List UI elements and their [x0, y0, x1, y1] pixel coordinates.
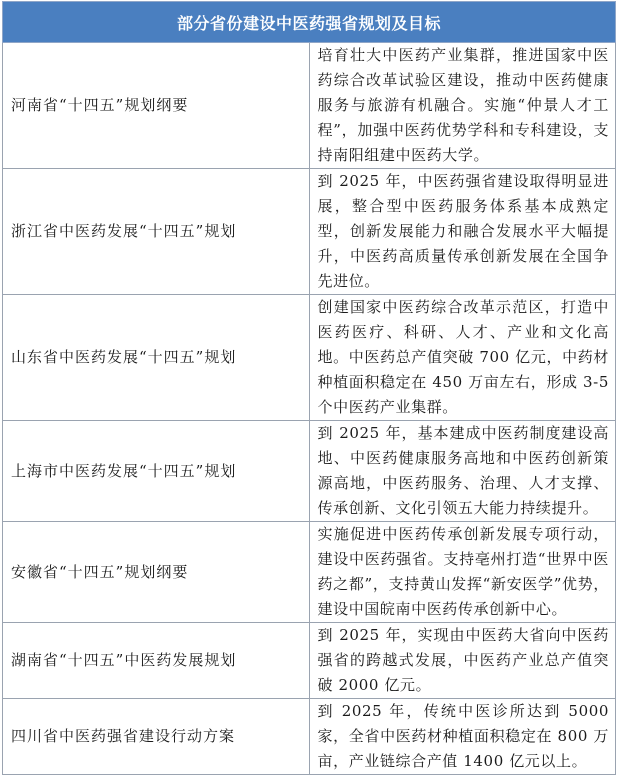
- plan-description-cell: 实施促进中医药传承创新发展专项行动，建设中医药强省。支持亳州打造“世界中医药之都”，支持黄山发挥“新安医学”优势，建设中国皖南中医药传承创新中心。: [309, 522, 616, 623]
- table-row: [3, 522, 616, 623]
- plan-description-cell: 到 2025 年，实现由中医药大省向中医药强省的跨越式发展，中医药产业总产值突破 2000 亿元。: [309, 623, 616, 699]
- plan-name-cell: 上海市中医药发展“十四五”规划: [3, 421, 310, 522]
- table-row: [3, 623, 616, 699]
- table-row: [3, 295, 616, 421]
- table-row: [3, 43, 616, 169]
- plan-description-cell: 到 2025 年，基本建成中医药制度建设高地、中医药健康服务高地和中医药创新策源高地，中医药服务、治理、人才支撑、传承创新、文化引领五大能力持续提升。: [309, 421, 616, 522]
- plan-description-cell: 到 2025 年，中医药强省建设取得明显进展，整合型中医药服务体系基本成熟定型，创新发展能力和融合发展水平大幅提升，中医药高质量传承创新发展在全国争先进位。: [309, 169, 616, 295]
- plan-name-cell: 湖南省“十四五”中医药发展规划: [3, 623, 310, 699]
- plan-description-cell: 培育壮大中医药产业集群，推进国家中医药综合改革试验区建设，推动中医药健康服务与旅游有机融合。实施“仲景人才工程”，加强中医药优势学科和专科建设，支持南阳组建中医药大学。: [309, 43, 616, 169]
- plan-description-cell: 到 2025 年，传统中医诊所达到 5000 家，全省中医药材种植面积稳定在 800 万亩，产业链综合产值 1400 亿元以上。: [309, 699, 616, 775]
- plan-name-cell: 河南省“十四五”规划纲要: [3, 43, 310, 169]
- plan-name-cell: 浙江省中医药发展“十四五”规划: [3, 169, 310, 295]
- table-title: 部分省份建设中医药强省规划及目标: [3, 2, 616, 43]
- plan-name-cell: 四川省中医药强省建设行动方案: [3, 699, 310, 775]
- plan-name-cell: 安徽省“十四五”规划纲要: [3, 522, 310, 623]
- table-row: [3, 699, 616, 775]
- table-row: [3, 421, 616, 522]
- plan-table: [2, 1, 616, 775]
- table-row: [3, 169, 616, 295]
- plan-name-cell: 山东省中医药发展“十四五”规划: [3, 295, 310, 421]
- plan-description-cell: 创建国家中医药综合改革示范区，打造中医药医疗、科研、人才、产业和文化高地。中医药总产值突破 700 亿元，中药材种植面积稳定在 450 万亩左右，形成 3-5 个中医药产业集群。: [309, 295, 616, 421]
- document-page: [2, 1, 616, 775]
- table-header-row: [3, 2, 616, 43]
